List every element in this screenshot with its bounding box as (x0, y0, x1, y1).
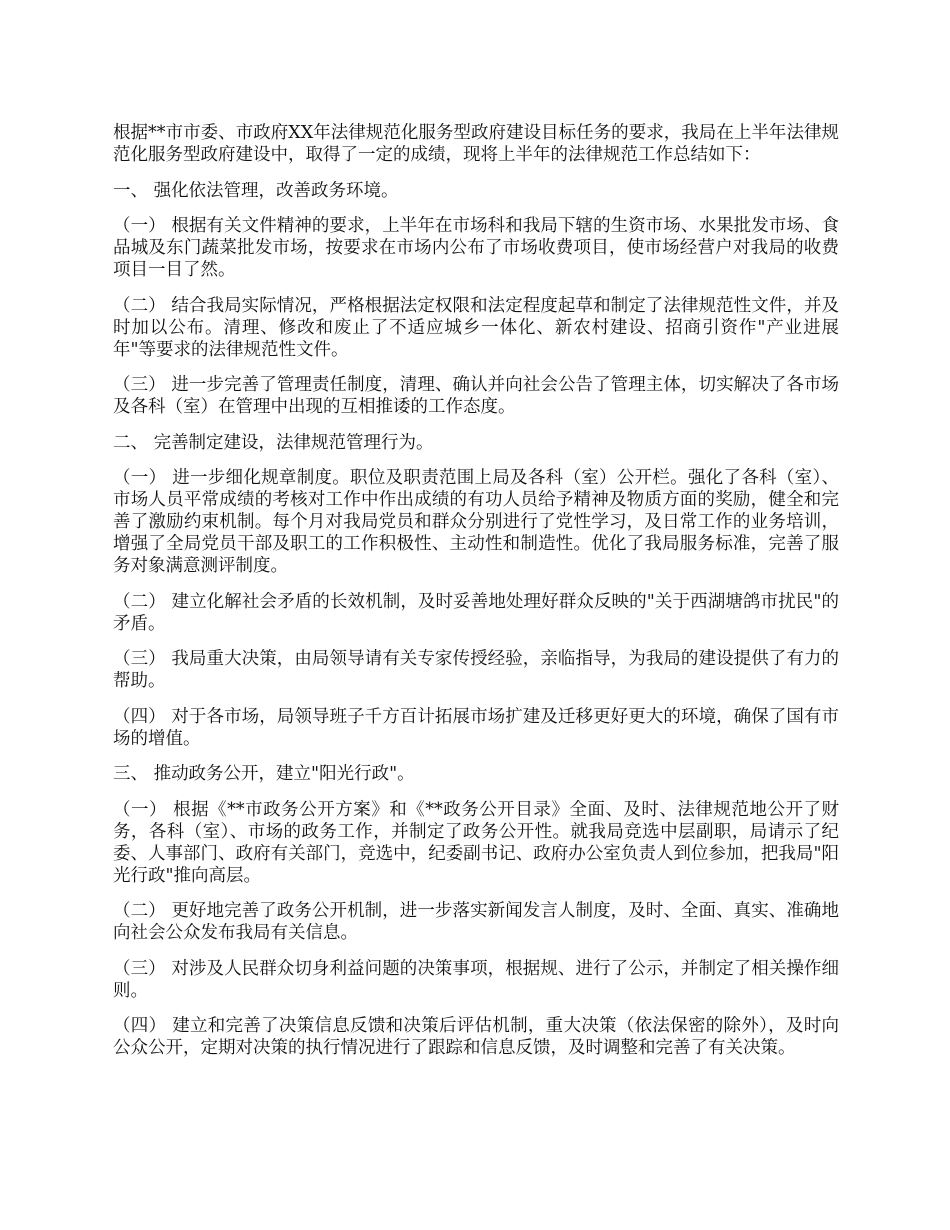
section-3-item-3: （三） 对涉及人民群众切身利益问题的决策事项，根据规、进行了公示，并制定了相关操作细则。 (113, 958, 839, 1001)
intro-paragraph: 根据**市市委、市政府XX年法律规范化服务型政府建设目标任务的要求，我局在上半年法律规范化服务型政府建设中，取得了一定的成绩，现将上半年的法律规范工作总结如下： (113, 123, 839, 165)
section-2-item-2: （二） 建立化解社会矛盾的长效机制，及时妥善地处理好群众反映的"关于西湖塘鸽市扰民"的矛盾。 (113, 591, 839, 634)
section-3-item-2: （二） 更好地完善了政务公开机制，进一步落实新闻发言人制度，及时、全面、真实、准确地向社会公众发布我局有关信息。 (113, 901, 839, 943)
section-2-item-1: （一） 进一步细化规章制度。职位及职责范围上局及各科（室）公开栏。强化了各科（室）、市场人员平常成绩的考核对工作中作出成绩的有功人员给予精神及物质方面的奖励，健全和完善了激励约束机制。每个月对我局党员和群众分别进行了党性学习，及日常工作的业务培训，增强了全局党员干部及职工的工作积极性、主动性和制造性。优化了我局服务标准，完善了服务对象满意测评制度。 (113, 468, 839, 576)
section-2-item-3: （三） 我局重大决策，由局领导请有关专家传授经验，亲临指导，为我局的建设提供了有力的帮助。 (113, 649, 839, 691)
section-3-item-4: （四） 建立和完善了决策信息反馈和决策后评估机制，重大决策（依法保密的除外），及时向公众公开，定期对决策的执行情况进行了跟踪和信息反馈，及时调整和完善了有关决策。 (113, 1016, 839, 1058)
section-heading-2: 二、 完善制定建设，法律规范管理行为。 (113, 432, 434, 453)
section-1-item-2: （二） 结合我局实际情况，严格根据法定权限和法定程度起草和制定了法律规范性文件，并及时加以公布。清理、修改和废止了不适应城乡一体化、新农村建设、招商引资作"产业进展年"等要求的法律规范性文件。 (113, 295, 839, 360)
section-2-item-4: （四） 对于各市场，局领导班子千方百计拓展市场扩建及迁移更好更大的环境，确保了国有市场的增值。 (113, 706, 839, 749)
document-body (113, 122, 839, 1073)
section-heading-3: 三、 推动政务公开，建立"阳光行政"。 (113, 764, 415, 784)
section-3-item-1: （一） 根据《**市政务公开方案》和《**政务公开目录》全面、及时、法律规范地公开了财务，各科（室）、市场的政务工作，并制定了政务公开性。就我局竞选中层副职，局请示了纪委、人事部门、政府有关部门，竞选中，纪委副书记、政府办公室负责人到位参加，把我局"阳光行政"推向高层。 (113, 799, 839, 886)
section-heading-1: 一、 强化依法管理，改善政务环境。 (113, 180, 399, 201)
section-1-item-3: （三） 进一步完善了管理责任制度，清理、确认并向社会公告了管理主体，切实解决了各市场及各科（室）在管理中出现的互相推诿的工作态度。 (113, 375, 839, 417)
section-1-item-1: （一） 根据有关文件精神的要求，上半年在市场科和我局下辖的生资市场、水果批发市场、食品城及东门蔬菜批发市场，按要求在市场内公布了市场收费项目，使市场经营户对我局的收费项目一目了然。 (113, 216, 839, 280)
